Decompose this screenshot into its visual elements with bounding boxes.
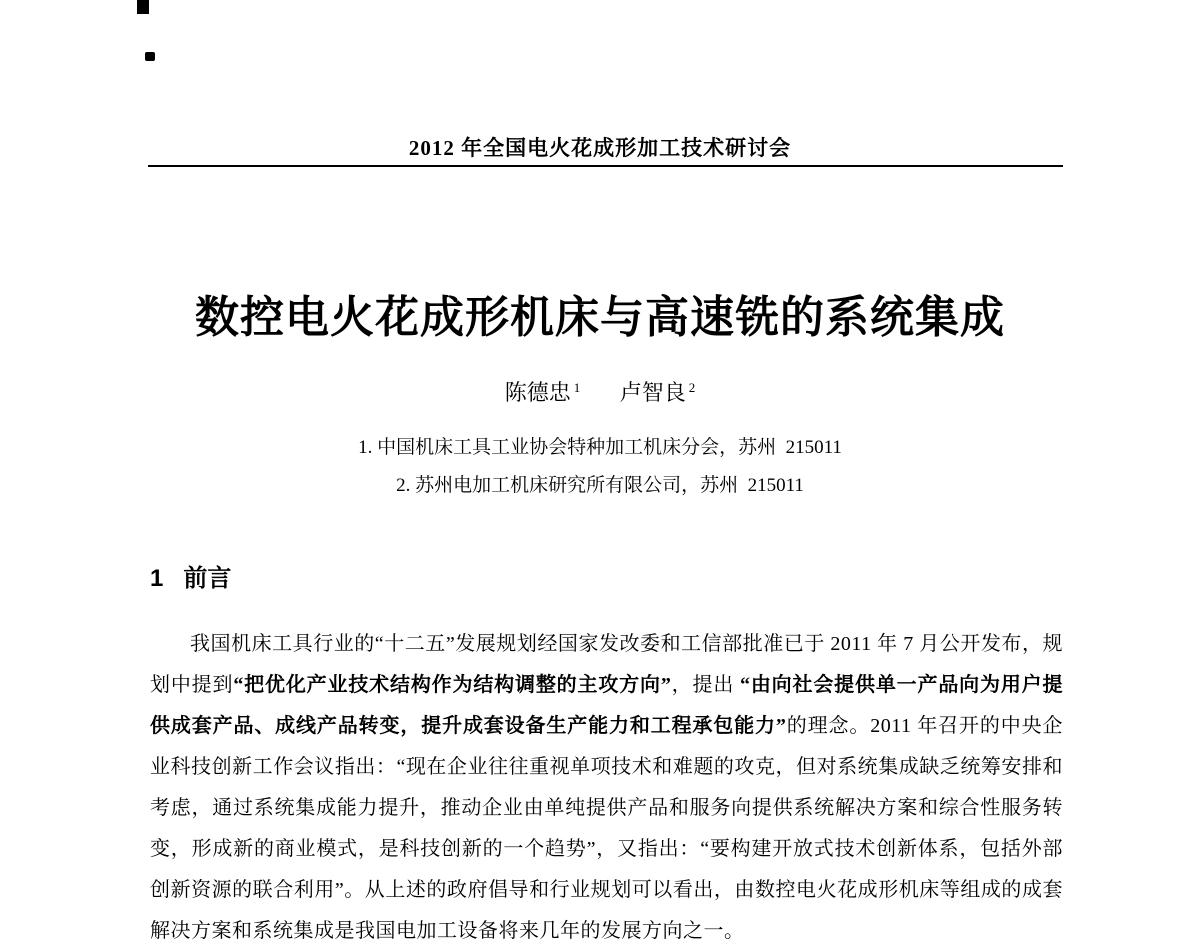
author-1 — [505, 380, 581, 405]
author-superscript: 2 — [688, 379, 696, 395]
paper-title: 数控电火花成形机床与高速铣的系统集成 — [195, 293, 1005, 343]
affiliation-1: 1. 中国机床工具工业协会特种加工机床分会，苏州 215011 — [358, 437, 842, 458]
scan-artifact — [137, 0, 149, 14]
affiliation-2: 2. 苏州电加工机床研究所有限公司，苏州 215011 — [396, 475, 804, 496]
conference-header: 2012 年全国电火花成形加工技术研讨会 — [408, 136, 792, 160]
author-2 — [620, 380, 696, 405]
section-heading-foreword — [150, 558, 231, 593]
section-number: 1 — [150, 565, 164, 592]
body-paragraph: 我国机床工具行业的“十二五”发展规划经国家发改委和工信部批准已于 2011 年 7 月公开发布，规划中提到“把优化产业技术结构作为结构调整的主攻方向”，提出 “由向社会提供单一产品向为用户提供成套产品、成线产品转变，提升成套设备生产能力和工程承包能力”的理念。2011 年召开的中央企业科技创新工作会议指出：“现在企业往往重视单项技术和难题的攻克，但对系统集成缺乏统筹安排和考虑，通过系统集成能力提升，推动企业由单纯提供产品和服务向提供系统解决方案和综合性服务转变，形成新的商业模式，是科技创新的一个趋势”，又指出：“要构建开放式技术创新体系，包括外部创新资源的联合利用”。从上述的政府倡导和行业规划可以看出，由数控电火花成形机床等组成的成套解决方案和系统集成是我国电加工设备将来几年的发展方向之一。 — [150, 633, 1064, 942]
header-divider-rule — [148, 165, 1063, 167]
author-superscript: 1 — [573, 379, 581, 395]
scan-artifact — [145, 52, 155, 61]
author-name: 卢智良 — [619, 380, 686, 405]
authors-line — [0, 376, 1200, 407]
author-name: 陈德忠 — [504, 380, 571, 405]
section-title: 前言 — [183, 565, 232, 592]
